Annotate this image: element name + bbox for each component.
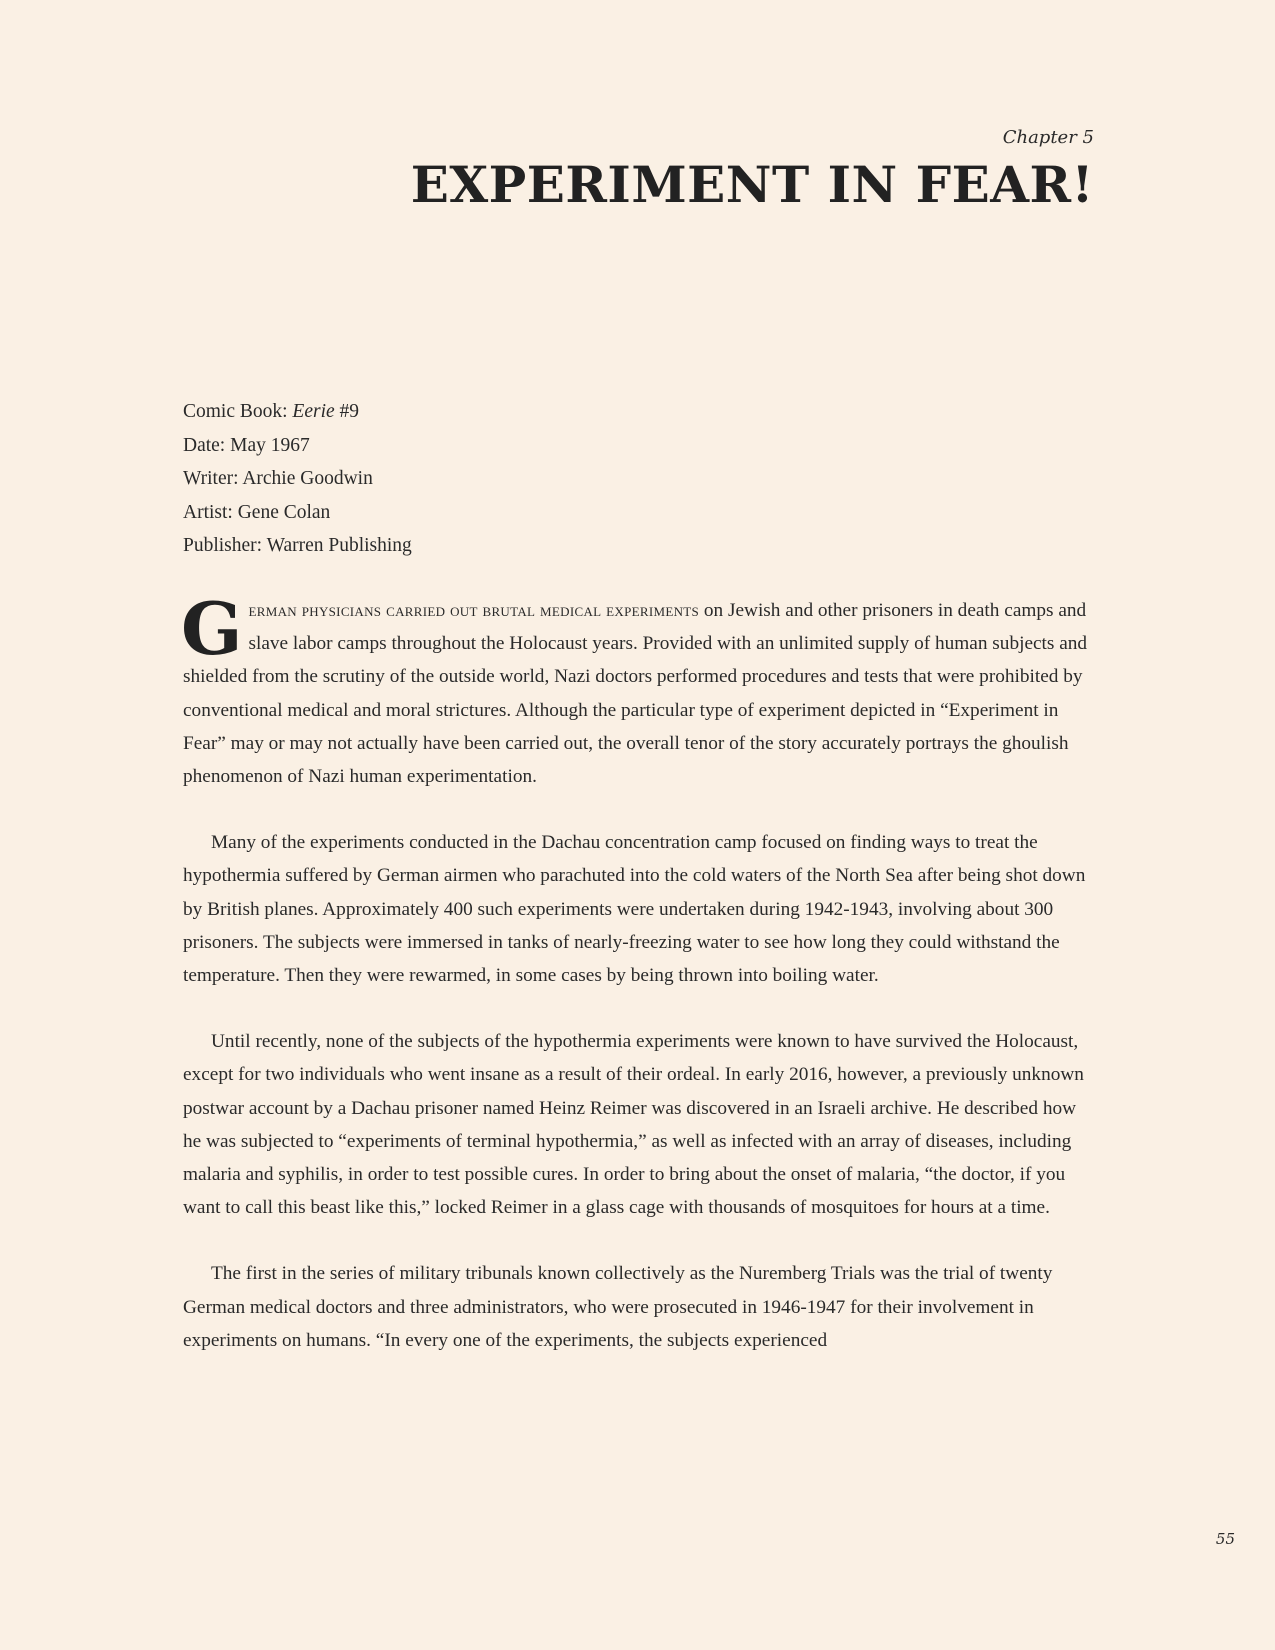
- paragraph-3: Until recently, none of the subjects of the hypothermia experiments were known to have survived the Holocaust, except for two individuals who went insane as a result of their ordeal. In early 2016, however, a previously unknown postwar account by a Dachau prisoner named Heinz Reimer was discovered in an Israeli archive. He described how he was subjected to “experiments of terminal hypothermia,” as well as infected with an array of diseases, including malaria and syphilis, in order to test possible cures. In order to bring about the onset of malaria, “the doctor, if you want to call this beast like this,” locked Reimer in a glass cage with thousands of mosquitoes for hours at a time.: [183, 1031, 1084, 1219]
- paragraph-1-text: on Jewish and other prisoners in death camps and slave labor camps throughout the Holocaust years. Provided with an unlimited supply of human subjects and shielded from the scrutiny of the outside world, Nazi doctors performed procedures and tests that were prohibited by conventional medical and moral strictures. Although the particular type of experiment depicted in “Experiment in Fear” may or may not actually have been carried out, the overall tenor of the story accurately portrays the ghoulish phenomenon of Nazi human experimentation.: [183, 600, 1088, 788]
- meta-writer: Writer: Archie Goodwin: [183, 468, 373, 489]
- paragraph-1: [181, 586, 1093, 793]
- meta-comic-book: [183, 395, 412, 429]
- page-number: 55: [1215, 1530, 1235, 1548]
- meta-comic-book-label: Comic Book:: [183, 401, 293, 422]
- chapter-label: Chapter 5: [1002, 127, 1094, 148]
- lead-in-smallcaps: erman physicians carried out brutal medical experiments: [248, 600, 700, 620]
- meta-comic-book-title: Eerie: [292, 401, 335, 422]
- paragraph-2: Many of the experiments conducted in the Dachau concentration camp focused on finding ways to treat the hypothermia suffered by German airmen who parachuted into the cold waters of the North Sea after being shot down by British planes. Approximately 400 such experiments were undertaken during 1942-1943, involving about 300 prisoners. The subjects were immersed in tanks of nearly-freezing water to see how long they could withstand the temperature. Then they were rewarmed, in some cases by being thrown into boiling water.: [183, 832, 1086, 987]
- meta-date: Date: May 1967: [183, 434, 310, 456]
- chapter-title: EXPERIMENT IN FEAR!: [410, 155, 1094, 214]
- meta-artist: Artist: Gene Colan: [183, 501, 331, 523]
- meta-publisher: Publisher: Warren Publishing: [183, 535, 412, 556]
- meta-comic-book-issue: #9: [334, 401, 360, 422]
- drop-cap: G: [181, 586, 243, 671]
- paragraph-4: The first in the series of military tribunals known collectively as the Nuremberg Trials was the trial of twenty German medical doctors and three administrators, who were prosecuted in 1946-1947 for their involvement in experiments on humans. “In every one of the experiments, the subjects experienced: [183, 1263, 1053, 1351]
- comic-metadata: [183, 395, 412, 563]
- article-body: [181, 586, 1093, 1390]
